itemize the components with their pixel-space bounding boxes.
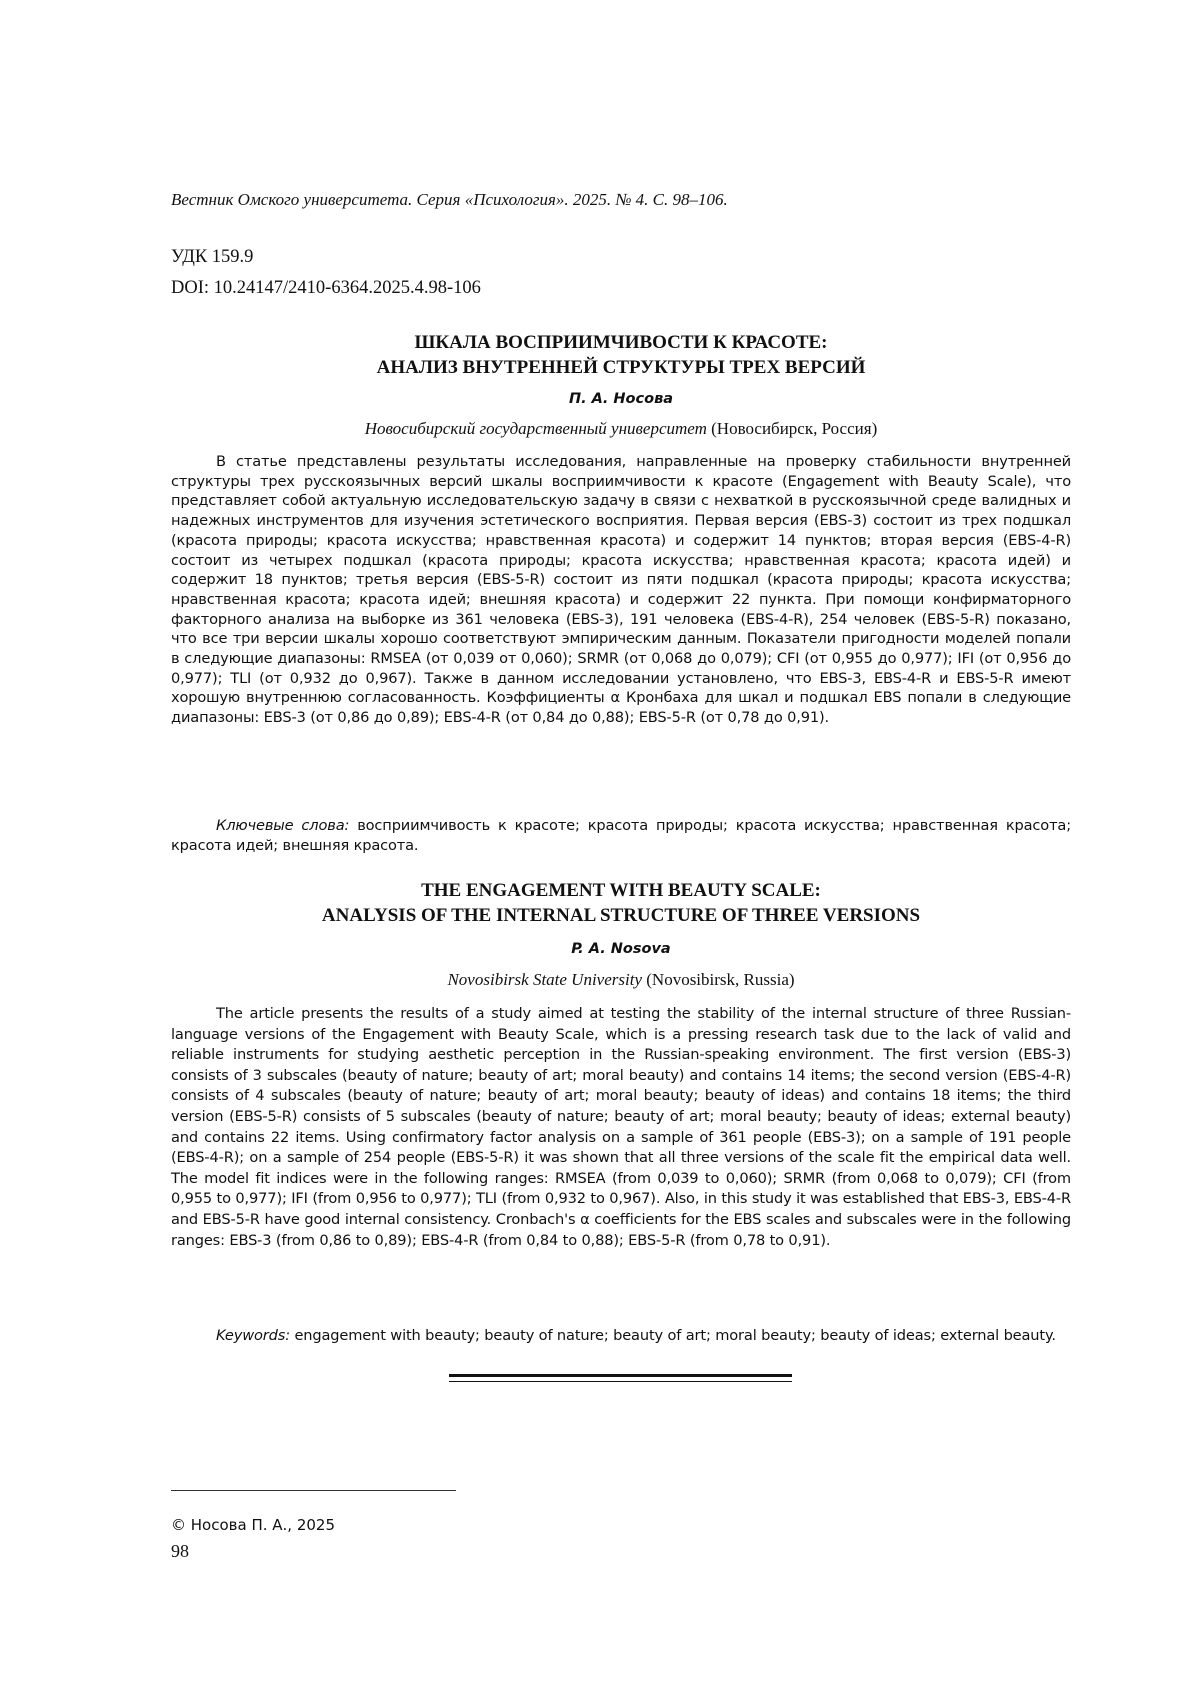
en-keywords-label: Keywords:: [216, 1327, 290, 1344]
doi: DOI: 10.24147/2410-6364.2025.4.98-106: [171, 278, 481, 298]
en-keywords: [171, 1326, 1071, 1347]
en-title: [171, 878, 1071, 928]
en-author: P. A. Nosova: [571, 941, 671, 957]
copyright: © Носова П. А., 2025: [171, 1516, 336, 1534]
udk-code: УДК 159.9: [171, 247, 254, 267]
en-abstract: The article presents the results of a study aimed at testing the stability of the internal structure of three Russian-language versions of the Engagement with Beauty Scale, which is a pressing research task due to the lack of valid and reliable instruments for studying aesthetic perception in the Russian-speaking environment. The first version (EBS-3) consists of 3 subscales (beauty of nature; beauty of art; moral beauty) and contains 14 items; the second version (EBS-4-R) consists of 4 subscales (beauty of nature; beauty of art; moral beauty; beauty of ideas) and contains 18 items; the third version (EBS-5-R) consists of 5 subscales (beauty of nature; beauty of art; moral beauty; beauty of ideas; external beauty) and contains 22 items. Using confirmatory factor analysis on a sample of 361 people (EBS-3); on a sample of 191 people (EBS-4-R); on a sample of 254 people (EBS-5-R) it was shown that all three versions of the scale fit the empirical data well. The model fit indices were in the following ranges: RMSEA (from 0,039 to 0,060); SRMR (from 0,068 to 0,079); CFI (from 0,955 to 0,977); IFI (from 0,956 to 0,977); TLI (from 0,932 to 0,967). Also, in this study it was established that EBS-3, EBS-4-R and EBS-5-R have good internal consistency. Cronbach's α coefficients for the EBS scales and subscales were in the following ranges: EBS-3 (from 0,86 to 0,89); EBS-4-R (from 0,84 to 0,88); EBS-5-R (from 0,78 to 0,91).: [171, 1005, 1071, 1249]
ru-keywords: [171, 816, 1071, 855]
ru-affiliation: [171, 419, 1071, 439]
section-end-double-rule: [449, 1374, 792, 1382]
ru-affiliation-inst: Новосибирский государственный университет: [364, 419, 707, 438]
en-affiliation-inst: Novosibirsk State University: [447, 970, 642, 989]
ru-keywords-label: Ключевые слова:: [216, 817, 350, 834]
journal-citation: Вестник Омского университета. Серия «Психология». 2025. № 4. С. 98–106.: [171, 190, 728, 209]
en-keywords-text: engagement with beauty; beauty of nature; beauty of art; moral beauty; beauty of ideas; external beauty.: [289, 1327, 1056, 1344]
en-affiliation: [171, 970, 1071, 990]
ru-title-line2: АНАЛИЗ ВНУТРЕННЕЙ СТРУКТУРЫ ТРЕХ ВЕРСИЙ: [376, 357, 866, 378]
ru-affiliation-place: (Новосибирск, Россия): [706, 419, 878, 438]
page-number: 98: [171, 1541, 189, 1561]
en-title-line1: THE ENGAGEMENT WITH BEAUTY SCALE:: [421, 880, 821, 901]
ru-title-line1: ШКАЛА ВОСПРИИМЧИВОСТИ К КРАСОТЕ:: [414, 332, 828, 353]
ru-keywords-text: восприимчивость к красоте; красота природы; красота искусства; нравственная красота; красота идей; внешняя красота.: [171, 817, 1071, 854]
ru-title: [171, 330, 1071, 380]
en-title-line2: ANALYSIS OF THE INTERNAL STRUCTURE OF THREE VERSIONS: [321, 905, 921, 926]
footnote-separator: [171, 1490, 456, 1491]
en-affiliation-place: (Novosibirsk, Russia): [642, 970, 795, 989]
ru-author: П. А. Носова: [568, 391, 674, 407]
ru-abstract: В статье представлены результаты исследования, направленные на проверку стабильности внутренней структуры трех русскоязычных версий шкалы восприимчивости к красоте (Engagement with Beauty Scale), что представляет собой актуальную исследовательскую задачу в связи с нехваткой в русскоязычной среде валидных и надежных инструментов для изучения эстетического восприятия. Первая версия (EBS-3) состоит из трех подшкал (красота природы; красота искусства; нравственная красота) и содержит 14 пунктов; вторая версия (EBS-4-R) состоит из четырех подшкал (красота природы; красота искусства; нравственная красота; красота идей) и содержит 18 пунктов; третья версия (EBS-5-R) состоит из пяти подшкал (красота природы; красота искусства; нравственная красота; красота идей; внешняя красота) и содержит 22 пункта. При помощи конфирматорного факторного анализа на выборке из 361 человека (EBS-3), 191 человека (EBS-4-R), 254 человек (EBS-5-R) показано, что все три версии шкалы хорошо соответствуют эмпирическим данным. Показатели пригодности моделей попали в следующие диапазоны: RMSEA (от 0,039 от 0,060); SRMR (от 0,068 до 0,079); CFI (от 0,955 до 0,977); IFI (от 0,956 до 0,977); TLI (от 0,932 до 0,967). Также в данном исследовании установлено, что EBS-3, EBS-4-R и EBS-5-R имеют хорошую внутреннюю согласованность. Коэффициенты α Кронбаха для шкал и подшкал EBS попали в следующие диапазоны: EBS-3 (от 0,86 до 0,89); EBS-4-R (от 0,84 до 0,88); EBS-5-R (от 0,78 до 0,91).: [171, 453, 1071, 727]
